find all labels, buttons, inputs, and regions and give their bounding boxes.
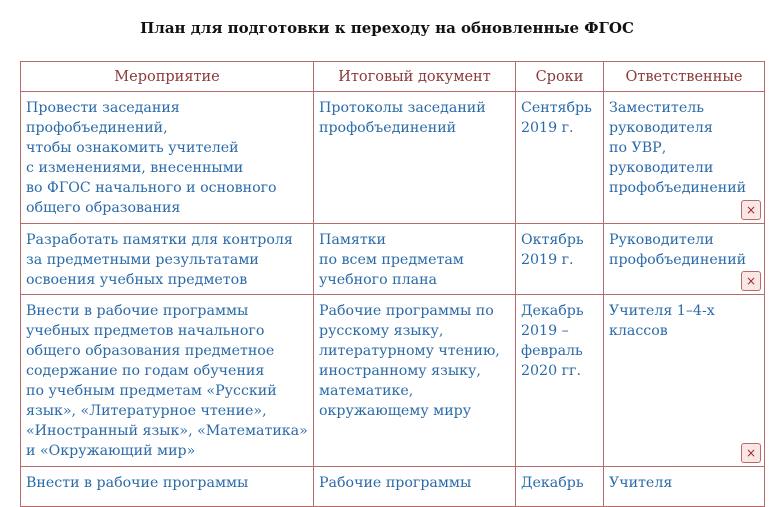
cell-event: Внести в рабочие программы: [21, 467, 314, 507]
header-document: Итоговый документ: [314, 62, 516, 92]
header-event: Мероприятие: [21, 62, 314, 92]
delete-row-button[interactable]: ×: [741, 200, 761, 220]
plan-table: [20, 61, 765, 507]
table-row: [21, 467, 765, 507]
cell-document: Рабочие программы: [314, 467, 516, 507]
cell-deadline: Декабрь 2019 – февраль 2020 гг.: [516, 295, 604, 467]
delete-row-button[interactable]: ×: [741, 443, 761, 463]
header-responsible: Ответственные: [604, 62, 765, 92]
cell-deadline: Декабрь: [516, 467, 604, 507]
cell-document: Памятки по всем предметам учебного плана: [314, 224, 516, 295]
cell-document: Рабочие программы по русскому языку, литературному чтению, иностранному языку, математике, окружающему миру: [314, 295, 516, 467]
cell-responsible-text: Руководители профобъединений: [609, 232, 747, 268]
table-header-row: [21, 62, 765, 92]
cell-responsible: [604, 92, 765, 224]
cell-deadline: Сентябрь 2019 г.: [516, 92, 604, 224]
header-deadline: Сроки: [516, 62, 604, 92]
cell-responsible: Учителя: [604, 467, 765, 507]
cell-responsible: [604, 295, 765, 467]
delete-row-button[interactable]: ×: [741, 271, 761, 291]
cell-document: Протоколы заседаний профобъединений: [314, 92, 516, 224]
cell-event: Провести заседания профобъединений, чтобы ознакомить учителей с изменениями, внесенными во ФГОС начального и основного общего образования: [21, 92, 314, 224]
table-row: [21, 224, 765, 295]
cell-deadline: Октябрь 2019 г.: [516, 224, 604, 295]
cell-event: Внести в рабочие программы учебных предметов начального общего образования предметное содержание по годам обучения по учебным предметам «Русский язык», «Литературное чтение», «Иностранный язык», «Математика» и «Окружающий мир»: [21, 295, 314, 467]
cell-event: Разработать памятки для контроля за предметными результатами освоения учебных предметов: [21, 224, 314, 295]
cell-responsible-text: Заместитель руководителя по УВР, руководители профобъединений: [609, 100, 747, 196]
cell-responsible: [604, 224, 765, 295]
table-row: [21, 92, 765, 224]
page-title: План для подготовки к переходу на обновленные ФГОС: [140, 19, 634, 37]
cell-responsible-text: Учителя 1–4-х классов: [609, 303, 715, 339]
table-row: [21, 295, 765, 467]
